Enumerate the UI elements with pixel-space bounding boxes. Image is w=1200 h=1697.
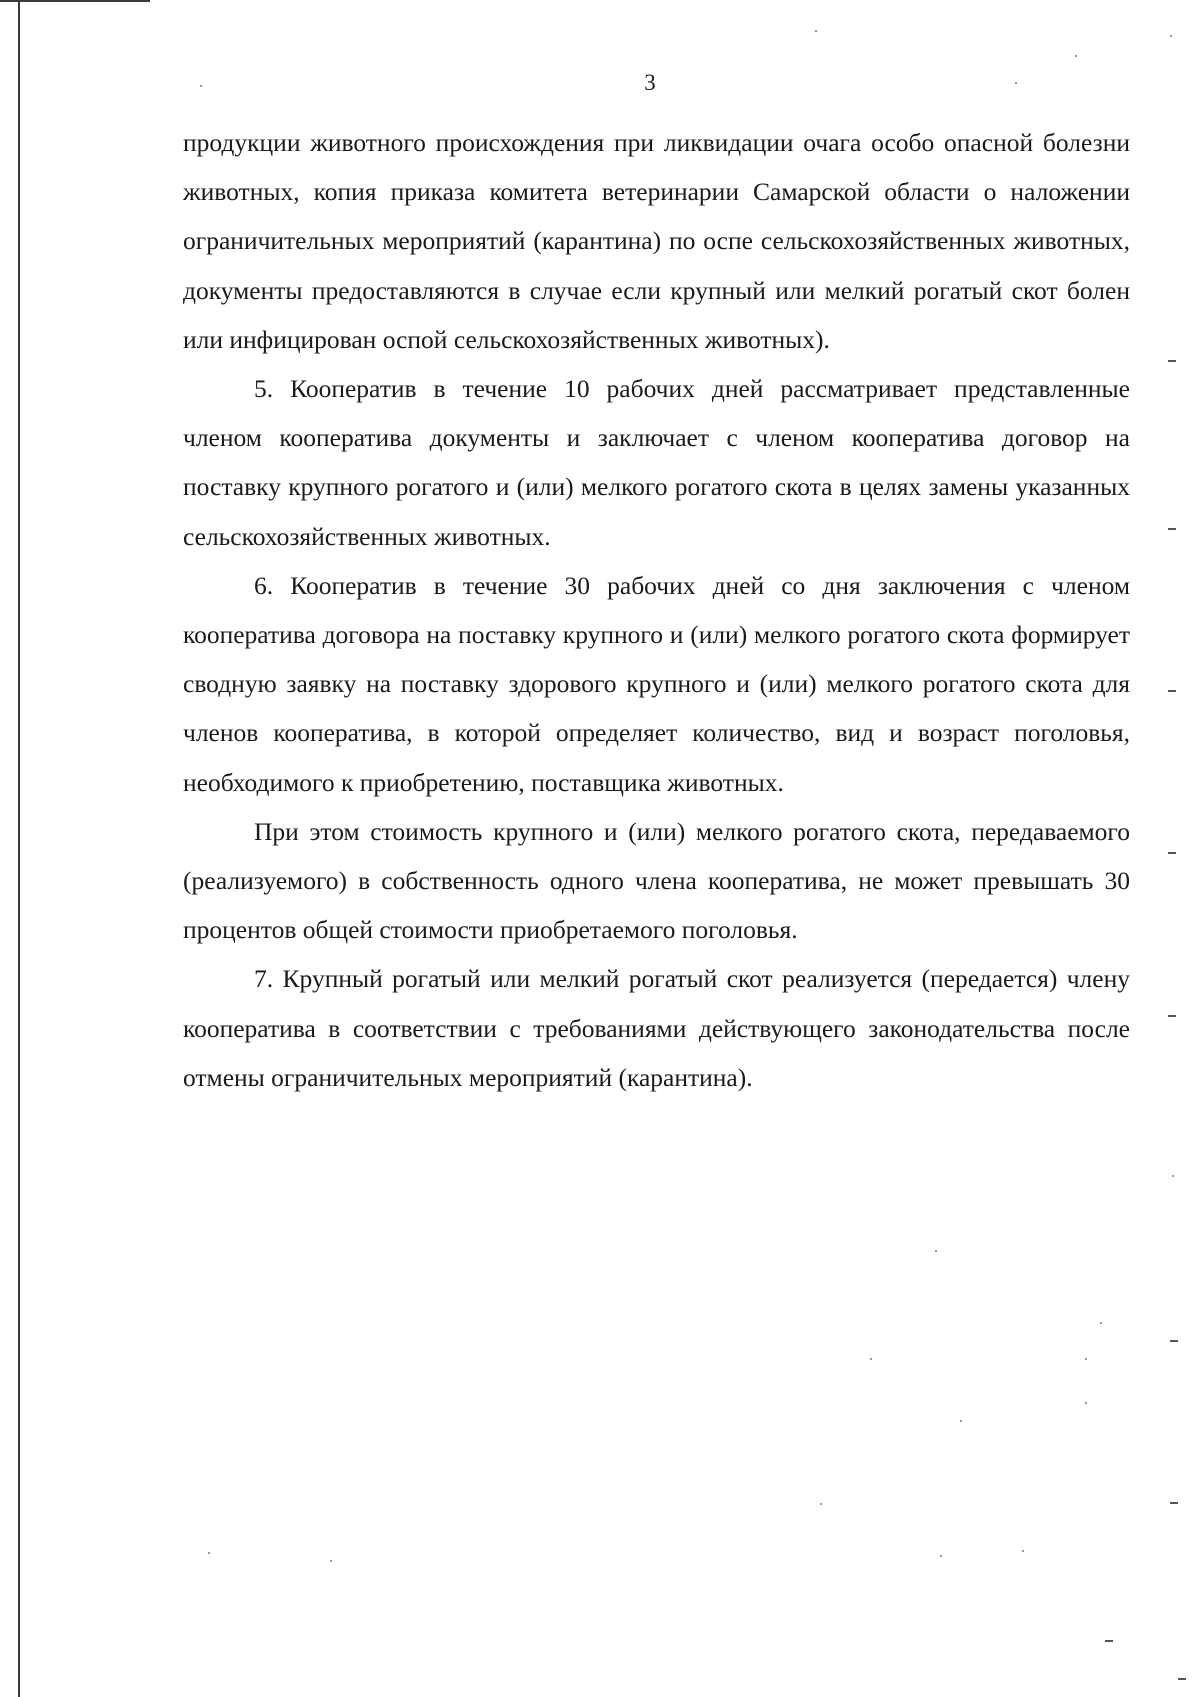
scan-speck [940, 1555, 942, 1557]
scan-speck [208, 1552, 210, 1554]
scan-speck [1075, 55, 1077, 57]
scan-mark [1178, 1678, 1186, 1680]
scan-speck [1085, 1358, 1087, 1360]
scan-speck [935, 1250, 937, 1252]
scan-mark [1168, 852, 1176, 854]
scan-mark [1168, 690, 1176, 692]
scan-speck [1100, 1322, 1102, 1324]
scan-mark [1105, 1640, 1113, 1642]
scan-mark [1170, 1502, 1178, 1504]
scan-speck [1015, 82, 1017, 84]
paragraph-item-5: 5. Кооператив в течение 10 рабочих дней рассматривает представленные членом кооператива документы и заключает с членом кооператива договор на поставку крупного рогатого и (или) мелкого рогатого скота в целях замены указанных сельскохозяйственных животных. [183, 374, 1130, 551]
scan-mark [1168, 360, 1176, 362]
scan-speck [200, 85, 202, 87]
paragraph-item-6: 6. Кооператив в течение 30 рабочих дней со дня заключения с членом кооператива договора на поставку крупного и (или) мелкого рогатого скота формирует сводную заявку на поставку здорового крупного и (или) мелкого рогатого скота для членов кооператива, в которой определяет количество, вид и возраст поголовья, необходимого к приобретению, поставщика животных. [183, 570, 1130, 797]
paragraph-continuation: продукции животного происхождения при ликвидации очага особо опасной болезни животных, копия приказа комитета ветеринарии Самарской области о наложении ограничительных мероприятий (карантина) по оспе сельскохозяйственных животных, документы предоставляются в случае если крупный или мелкий рогатый скот болен или инфицирован оспой сельскохозяйственных животных). [183, 128, 1130, 354]
scan-speck [330, 1560, 332, 1562]
scan-speck [820, 1503, 822, 1505]
scan-speck [1022, 1550, 1024, 1552]
page-number: 3 [644, 70, 656, 95]
scan-speck [1085, 1402, 1087, 1404]
scan-mark [1168, 1015, 1176, 1017]
scan-top-rule [0, 0, 150, 2]
scan-speck [1172, 1175, 1174, 1177]
paragraph-item-6-cost-limit: При этом стоимость крупного и (или) мелкого рогатого скота, передаваемого (реализуемого) в собственность одного члена кооператива, не может превышать 30 процентов общей стоимости приобретаемого поголовья. [183, 816, 1130, 945]
scan-mark [1168, 528, 1176, 530]
scan-mark [1170, 1340, 1178, 1342]
scan-speck [960, 1420, 962, 1422]
scan-speck [1170, 35, 1172, 37]
paragraph-item-7: 7. Крупный рогатый или мелкий рогатый скот реализуется (передается) члену кооператива в соответствии с требованиями действующего законодательства после отмены ограничительных мероприятий (карантина). [183, 964, 1130, 1092]
scan-speck [815, 30, 817, 32]
scan-speck [870, 1358, 872, 1360]
scan-binding-line [18, 0, 20, 1697]
document-body [183, 118, 1130, 1102]
